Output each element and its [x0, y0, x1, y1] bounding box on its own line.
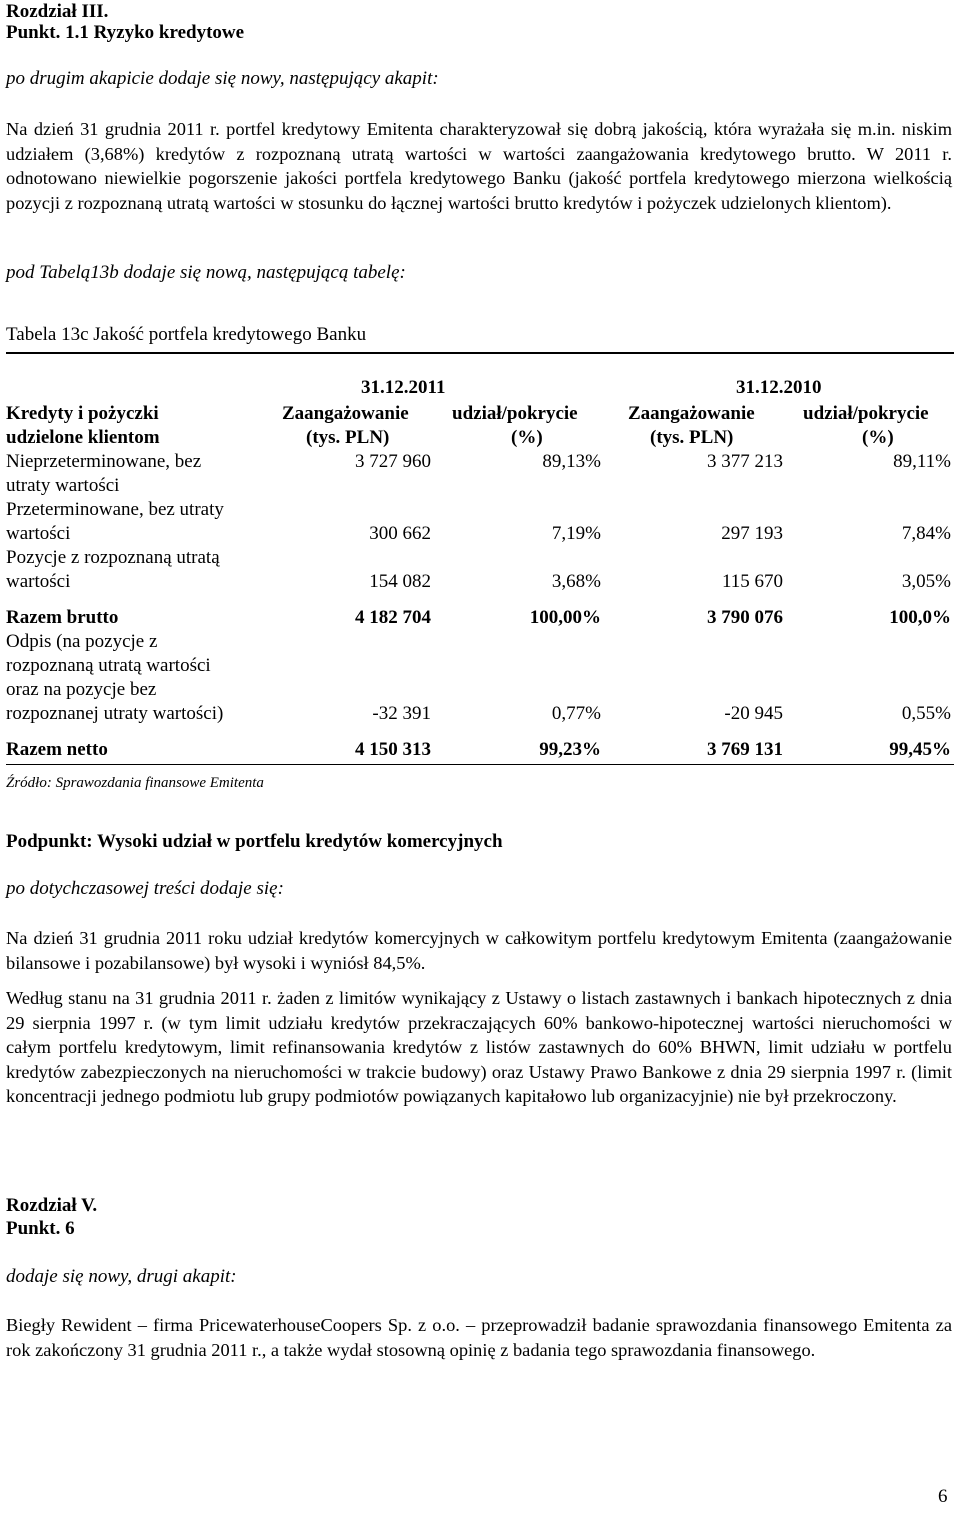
share-2010: 7,84%: [901, 523, 951, 544]
table-caption: Tabela 13c Jakość portfela kredytowego Banku: [6, 324, 367, 345]
share-2010: 0,55%: [901, 703, 951, 724]
row-label: rozpoznanej utraty wartości): [6, 703, 224, 724]
column-header-share: udział/pokrycie: [452, 403, 578, 424]
column-header-label: udzielone klientom: [6, 427, 160, 448]
share-2010: 99,45%: [889, 739, 951, 760]
share-2011: 100,00%: [529, 607, 601, 628]
column-header-share: udział/pokrycie: [803, 403, 929, 424]
row-label: Razem netto: [6, 739, 108, 760]
body-paragraph: Na dzień 31 grudnia 2011 roku udział kredytów komercyjnych w całkowitym portfelu kredytowym Emitenta (zaangażowanie bilansowe i pozabilansowe) był wysoki i wyniósł 84,5%.: [6, 928, 952, 973]
value-2010: 115 670: [721, 571, 783, 592]
row-label: oraz na pozycje bez: [6, 679, 157, 700]
body-paragraph: Według stanu na 31 grudnia 2011 r. żaden z limitów wynikający z Ustawy o listach zastawnych i bankach hipotecznych z dnia 29 sierpnia 1997 r. (w tym limit udziału kredytów przekraczających 60% bankowo-hipotecznej wartości nieruchomości w całym portfelu kredytowym, limit refinansowania kredytów z listów zastawnych do 60% BHWN, limit udziału w portfelu kredytów zabezpieczonych na nieruchomości w trakcie budowy) oraz Ustawy Prawo Bankowe z dnia 29 sierpnia 1997 r. (limit koncentracji jednego podmiotu lub grupy podmiotów powiązanych kapitałowo lub organizacyjnie) nie był przekroczony.: [6, 988, 952, 1106]
row-label: rozpoznaną utratą wartości: [6, 655, 211, 676]
point-heading: Punkt. 1.1 Ryzyko kredytowe: [6, 22, 245, 43]
body-paragraph: Biegły Rewident – firma PricewaterhouseCoopers Sp. z o.o. – przeprowadził badanie sprawozdania finansowego Emitenta za rok zakończony 31 grudnia 2011 r., a także wydał stosowną opinię z badania tego sprawozdania finansowego.: [6, 1315, 952, 1360]
value-2011: 300 662: [369, 523, 431, 544]
share-2011: 3,68%: [551, 571, 601, 592]
value-2010: 3 769 131: [707, 739, 783, 760]
row-label: Odpis (na pozycje z: [6, 631, 158, 652]
table-source: Źródło: Sprawozdania finansowe Emitenta: [6, 775, 264, 791]
value-2010: 297 193: [721, 523, 783, 544]
column-header-exposure: Zaangażowanie: [282, 403, 409, 424]
value-2010: -20 945: [724, 703, 783, 724]
share-2011: 99,23%: [539, 739, 601, 760]
value-2010: 3 377 213: [707, 451, 783, 472]
column-header-label: Kredyty i pożyczki: [6, 403, 159, 424]
column-header-share-unit: (%): [511, 427, 543, 448]
share-2010: 100,0%: [889, 607, 951, 628]
share-2011: 0,77%: [551, 703, 601, 724]
value-2011: 154 082: [369, 571, 431, 592]
value-2011: 4 150 313: [355, 739, 431, 760]
table-top-rule: [6, 352, 954, 354]
value-2010: 3 790 076: [707, 607, 783, 628]
value-2011: -32 391: [372, 703, 431, 724]
share-2011: 7,19%: [551, 523, 601, 544]
column-header-exposure-unit: (tys. PLN): [650, 427, 734, 448]
row-label: Pozycje z rozpoznaną utratą: [6, 547, 220, 568]
row-label: wartości: [6, 523, 71, 544]
column-header-exposure: Zaangażowanie: [628, 403, 755, 424]
row-label: wartości: [6, 571, 71, 592]
row-label: Nieprzeterminowane, bez: [6, 451, 202, 472]
column-date-2010: 31.12.2010: [736, 377, 822, 398]
chapter-heading: Rozdział III.: [6, 1, 109, 22]
share-2010: 3,05%: [901, 571, 951, 592]
row-label: utraty wartości: [6, 475, 120, 496]
share-2010: 89,11%: [893, 451, 951, 472]
body-paragraph: Na dzień 31 grudnia 2011 r. portfel kredytowy Emitenta charakteryzował się dobrą jakością, która wyrażała się m.in. niskim udziałem (3,68%) kredytów z rozpoznaną utratą wartości w wartości zaangażowania kredytowego brutto. W 2011 r. odnotowano niewielkie pogorszenie jakości portfela kredytowego Banku (jakość portfela kredytowego mierzona wielkością pozycji z rozpoznaną utratą wartości w stosunku do łącznej wartości brutto kredytów i pożyczek udzielonych klientom).: [6, 119, 952, 213]
value-2011: 3 727 960: [355, 451, 431, 472]
instruction-text: dodaje się nowy, drugi akapit:: [6, 1266, 237, 1287]
column-date-2011: 31.12.2011: [361, 377, 446, 398]
column-header-share-unit: (%): [862, 427, 894, 448]
share-2011: 89,13%: [542, 451, 601, 472]
instruction-text: po dotychczasowej treści dodaje się:: [6, 878, 284, 899]
table-bottom-rule: [6, 764, 954, 765]
subpoint-heading: Podpunkt: Wysoki udział w portfelu kredytów komercyjnych: [6, 831, 503, 852]
chapter-heading: Rozdział V.: [6, 1195, 98, 1216]
column-header-exposure-unit: (tys. PLN): [306, 427, 390, 448]
instruction-text: po drugim akapicie dodaje się nowy, następujący akapit:: [6, 68, 439, 89]
point-heading: Punkt. 6: [6, 1218, 75, 1239]
instruction-text: pod Tabelą13b dodaje się nową, następującą tabelę:: [6, 262, 406, 283]
page-number: 6: [938, 1486, 948, 1507]
row-label: Przeterminowane, bez utraty: [6, 499, 224, 520]
value-2011: 4 182 704: [355, 607, 431, 628]
row-label: Razem brutto: [6, 607, 119, 628]
